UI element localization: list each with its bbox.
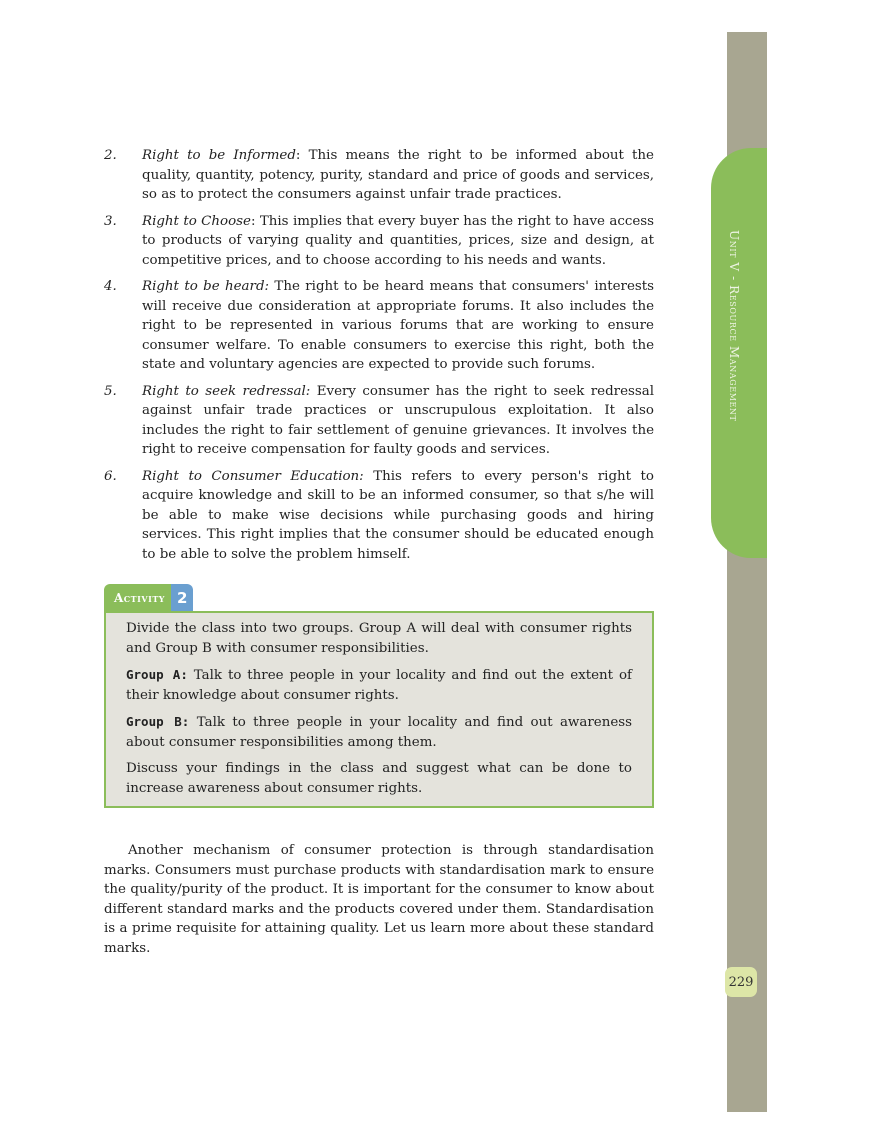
list-item [104,277,654,375]
activity-tab [104,584,193,611]
item-title: Right to seek redressal: [142,383,311,399]
rights-list [104,146,654,564]
item-title: Right to be heard: [142,279,270,294]
item-number: 3. [104,213,117,229]
activity-group-a [126,665,632,705]
item-title: Right to Consumer Education: [142,468,364,484]
group-b-label: Group B: [126,714,190,729]
list-item [104,212,654,271]
group-a-label: Group A: [126,667,188,682]
activity-number: 2 [171,584,193,611]
activity-content [104,611,654,808]
group-a-text: Talk to three people in your locality and find out the extent of their knowledge about consumer rights. [126,668,632,703]
item-number: 4. [104,279,117,294]
activity-group-b [126,712,632,752]
item-text: : This means the right to be informed about the quality, quantity, potency, purity, standard and price of goods and services, so as to protect the consumers against unfair trade practices. [142,148,654,202]
item-text: The right to be heard means that consumers' interests will receive due consideration at appropriate forums. It also includes the right to be represented in various forums that are working to ensure consumer welfare. To enable consumers to exercise this right, both the state and voluntary agencies are expected to provide such forums. [142,279,654,372]
item-number: 2. [104,148,117,163]
item-number: 5. [104,383,117,399]
main-content [104,146,654,971]
page-number: 229 [725,967,757,997]
list-item [104,467,654,565]
item-title: Right to be Informed [142,148,296,163]
item-text: This refers to every person's right to acquire knowledge and skill to be an informed consumer, so that s/he will be able to make wise decisions while purchasing goods and hiring services. This right implies that the consumer should be educated enough to be able to solve the problem himself. [142,468,654,562]
list-item [104,382,654,460]
unit-title: Unit V - Resource Management [727,230,741,422]
item-number: 6. [104,468,117,484]
activity-intro: Divide the class into two groups. Group A will deal with consumer rights and Group B with consumer responsibilities. [126,621,632,656]
activity-discussion: Discuss your findings in the class and suggest what can be done to increase awareness about consumer rights. [126,761,632,796]
activity-label: Activity [104,584,171,611]
closing-paragraph: Another mechanism of consumer protection is through standardisation marks. Consumers must purchase products with standardisation mark to ensure the quality/purity of the product. It is important for the consumer to know about different standard marks and the products covered under them. Standardisation is a prime requisite for attaining quality. Let us learn more about these standard marks. [104,843,654,956]
list-item [104,146,654,205]
item-title: Right to Choose [142,213,251,229]
item-text: Every consumer has the right to seek redressal against unfair trade practices or unscrupulous exploitation. It also includes the right to fair settlement of genuine grievances. It involves the right to receive compensation for faulty goods and services. [142,383,655,457]
activity-box [104,584,654,808]
group-b-text: Talk to three people in your locality and find out awareness about consumer responsibilities among them. [126,715,632,750]
item-text: : This implies that every buyer has the right to have access to products of varying quality and quantities, prices, size and design, at competitive prices, and to choose according to his needs and wants. [142,213,654,268]
